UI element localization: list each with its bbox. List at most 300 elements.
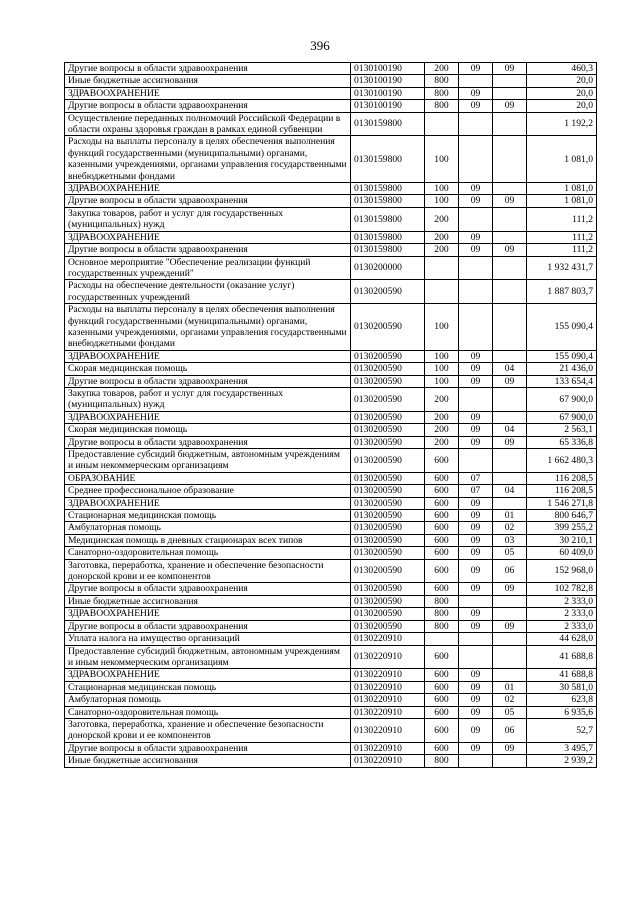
target-article-code-cell: 0130200590 xyxy=(351,608,425,620)
section-code-cell: 09 xyxy=(459,718,493,742)
target-article-code-cell: 0130200590 xyxy=(351,522,425,534)
section-code-cell: 07 xyxy=(459,485,493,497)
expense-type-code-cell: 800 xyxy=(425,75,459,87)
amount-cell: 800 646,7 xyxy=(527,510,597,522)
target-article-code-cell: 0130159800 xyxy=(351,136,425,183)
target-article-code-cell: 0130200590 xyxy=(351,375,425,387)
subsection-code-cell xyxy=(493,755,527,767)
expense-name-cell: ЗДРАВООХРАНЕНИЕ xyxy=(65,608,351,620)
table-row xyxy=(65,363,597,375)
expense-name-cell: Другие вопросы в области здравоохранения xyxy=(65,583,351,595)
expense-name-cell: ОБРАЗОВАНИЕ xyxy=(65,472,351,484)
subsection-code-cell xyxy=(493,608,527,620)
amount-cell: 2 939,2 xyxy=(527,755,597,767)
table-row xyxy=(65,485,597,497)
expense-type-code-cell: 800 xyxy=(425,620,459,632)
section-code-cell xyxy=(459,304,493,351)
target-article-code-cell: 0130200590 xyxy=(351,547,425,559)
target-article-code-cell: 0130200590 xyxy=(351,472,425,484)
target-article-code-cell: 0130200590 xyxy=(351,387,425,411)
expense-type-code-cell: 600 xyxy=(425,547,459,559)
table-row xyxy=(65,256,597,280)
amount-cell: 111,2 xyxy=(527,207,597,231)
amount-cell: 20,0 xyxy=(527,87,597,99)
subsection-code-cell: 09 xyxy=(493,375,527,387)
expense-type-code-cell: 600 xyxy=(425,583,459,595)
subsection-code-cell: 04 xyxy=(493,485,527,497)
table-row xyxy=(65,100,597,112)
target-article-code-cell: 0130159800 xyxy=(351,244,425,256)
amount-cell: 2 333,0 xyxy=(527,595,597,607)
section-code-cell: 09 xyxy=(459,375,493,387)
table-row xyxy=(65,608,597,620)
subsection-code-cell xyxy=(493,75,527,87)
target-article-code-cell: 0130159800 xyxy=(351,207,425,231)
expense-type-code-cell: 800 xyxy=(425,755,459,767)
expense-type-code-cell: 200 xyxy=(425,436,459,448)
expense-name-cell: Иные бюджетные ассигнования xyxy=(65,595,351,607)
target-article-code-cell: 0130200590 xyxy=(351,510,425,522)
expense-type-code-cell: 100 xyxy=(425,304,459,351)
expense-name-cell: Другие вопросы в области здравоохранения xyxy=(65,742,351,754)
subsection-code-cell xyxy=(493,669,527,681)
expense-name-cell: Предоставление субсидий бюджетным, автономным учреждениям и иным некоммерческим организациям xyxy=(65,449,351,473)
expense-name-cell: Другие вопросы в области здравоохранения xyxy=(65,244,351,256)
section-code-cell: 09 xyxy=(459,620,493,632)
expense-name-cell: ЗДРАВООХРАНЕНИЕ xyxy=(65,87,351,99)
amount-cell: 116 208,5 xyxy=(527,485,597,497)
expense-type-code-cell: 200 xyxy=(425,424,459,436)
target-article-code-cell: 0130220910 xyxy=(351,645,425,669)
target-article-code-cell: 0130220910 xyxy=(351,633,425,645)
expense-name-cell: ЗДРАВООХРАНЕНИЕ xyxy=(65,497,351,509)
expense-name-cell: Амбулаторная помощь xyxy=(65,694,351,706)
target-article-code-cell: 0130100190 xyxy=(351,75,425,87)
subsection-code-cell xyxy=(493,645,527,669)
expense-type-code-cell: 600 xyxy=(425,559,459,583)
subsection-code-cell xyxy=(493,411,527,423)
expense-name-cell: Среднее профессиональное образование xyxy=(65,485,351,497)
table-row xyxy=(65,75,597,87)
expense-name-cell: Стационарная медицинская помощь xyxy=(65,681,351,693)
subsection-code-cell: 02 xyxy=(493,522,527,534)
expense-name-cell: Санаторно-оздоровительная помощь xyxy=(65,547,351,559)
amount-cell: 1 081,0 xyxy=(527,195,597,207)
target-article-code-cell: 0130200590 xyxy=(351,534,425,546)
table-row xyxy=(65,497,597,509)
table-row xyxy=(65,620,597,632)
table-row xyxy=(65,595,597,607)
section-code-cell xyxy=(459,112,493,136)
amount-cell: 2 333,0 xyxy=(527,608,597,620)
table-row xyxy=(65,63,597,75)
amount-cell: 133 654,4 xyxy=(527,375,597,387)
amount-cell: 116 208,5 xyxy=(527,472,597,484)
expense-name-cell: Основное мероприятие "Обеспечение реализации функций государственных учреждений" xyxy=(65,256,351,280)
table-row xyxy=(65,183,597,195)
table-row xyxy=(65,244,597,256)
section-code-cell: 09 xyxy=(459,547,493,559)
amount-cell: 111,2 xyxy=(527,231,597,243)
table-row xyxy=(65,559,597,583)
table-row xyxy=(65,694,597,706)
expense-type-code-cell: 800 xyxy=(425,595,459,607)
section-code-cell: 09 xyxy=(459,608,493,620)
section-code-cell: 09 xyxy=(459,363,493,375)
subsection-code-cell: 05 xyxy=(493,547,527,559)
target-article-code-cell: 0130200590 xyxy=(351,280,425,304)
expense-name-cell: Санаторно-оздоровительная помощь xyxy=(65,706,351,718)
target-article-code-cell: 0130200590 xyxy=(351,363,425,375)
expense-type-code-cell: 200 xyxy=(425,244,459,256)
section-code-cell: 09 xyxy=(459,559,493,583)
table-row xyxy=(65,669,597,681)
expense-name-cell: Другие вопросы в области здравоохранения xyxy=(65,195,351,207)
expense-name-cell: Закупка товаров, работ и услуг для государственных (муниципальных) нужд xyxy=(65,387,351,411)
expense-type-code-cell xyxy=(425,633,459,645)
section-code-cell: 09 xyxy=(459,195,493,207)
expense-type-code-cell: 600 xyxy=(425,669,459,681)
table-row xyxy=(65,755,597,767)
expense-type-code-cell: 100 xyxy=(425,183,459,195)
expense-type-code-cell: 600 xyxy=(425,510,459,522)
section-code-cell: 09 xyxy=(459,694,493,706)
expense-name-cell: Расходы на обеспечение деятельности (оказание услуг) государственных учреждений xyxy=(65,280,351,304)
target-article-code-cell: 0130200590 xyxy=(351,559,425,583)
target-article-code-cell: 0130220910 xyxy=(351,742,425,754)
expense-type-code-cell: 600 xyxy=(425,718,459,742)
amount-cell: 41 688,8 xyxy=(527,669,597,681)
table-row xyxy=(65,472,597,484)
amount-cell: 623,8 xyxy=(527,694,597,706)
subsection-code-cell xyxy=(493,183,527,195)
target-article-code-cell: 0130200590 xyxy=(351,424,425,436)
subsection-code-cell xyxy=(493,387,527,411)
section-code-cell: 09 xyxy=(459,583,493,595)
expense-type-code-cell xyxy=(425,256,459,280)
amount-cell: 1 662 480,3 xyxy=(527,449,597,473)
table-row xyxy=(65,424,597,436)
expense-name-cell: ЗДРАВООХРАНЕНИЕ xyxy=(65,183,351,195)
section-code-cell: 09 xyxy=(459,497,493,509)
target-article-code-cell: 0130200590 xyxy=(351,595,425,607)
table-row xyxy=(65,449,597,473)
budget-table xyxy=(64,62,597,768)
target-article-code-cell: 0130200590 xyxy=(351,449,425,473)
section-code-cell: 09 xyxy=(459,669,493,681)
expense-name-cell: Иные бюджетные ассигнования xyxy=(65,755,351,767)
expense-name-cell: Амбулаторная помощь xyxy=(65,522,351,534)
subsection-code-cell: 09 xyxy=(493,436,527,448)
table-row xyxy=(65,534,597,546)
section-code-cell: 09 xyxy=(459,350,493,362)
expense-name-cell: Скорая медицинская помощь xyxy=(65,424,351,436)
subsection-code-cell xyxy=(493,280,527,304)
expense-name-cell: Другие вопросы в области здравоохранения xyxy=(65,63,351,75)
expense-name-cell: ЗДРАВООХРАНЕНИЕ xyxy=(65,669,351,681)
amount-cell: 111,2 xyxy=(527,244,597,256)
target-article-code-cell: 0130200590 xyxy=(351,350,425,362)
table-row xyxy=(65,583,597,595)
amount-cell: 30 581,0 xyxy=(527,681,597,693)
subsection-code-cell xyxy=(493,633,527,645)
section-code-cell: 09 xyxy=(459,436,493,448)
subsection-code-cell: 09 xyxy=(493,244,527,256)
section-code-cell: 09 xyxy=(459,244,493,256)
expense-type-code-cell: 600 xyxy=(425,742,459,754)
subsection-code-cell xyxy=(493,595,527,607)
target-article-code-cell: 0130220910 xyxy=(351,669,425,681)
section-code-cell xyxy=(459,633,493,645)
table-row xyxy=(65,633,597,645)
section-code-cell: 09 xyxy=(459,510,493,522)
amount-cell: 20,0 xyxy=(527,75,597,87)
section-code-cell xyxy=(459,645,493,669)
subsection-code-cell xyxy=(493,136,527,183)
amount-cell: 152 968,0 xyxy=(527,559,597,583)
expense-type-code-cell: 800 xyxy=(425,87,459,99)
target-article-code-cell: 0130200590 xyxy=(351,583,425,595)
amount-cell: 65 336,8 xyxy=(527,436,597,448)
target-article-code-cell: 0130220910 xyxy=(351,681,425,693)
table-row xyxy=(65,645,597,669)
expense-name-cell: Другие вопросы в области здравоохранения xyxy=(65,100,351,112)
expense-name-cell: Уплата налога на имущество организаций xyxy=(65,633,351,645)
section-code-cell xyxy=(459,207,493,231)
table-row xyxy=(65,112,597,136)
expense-type-code-cell: 600 xyxy=(425,534,459,546)
expense-name-cell: Медицинская помощь в дневных стационарах всех типов xyxy=(65,534,351,546)
expense-name-cell: Скорая медицинская помощь xyxy=(65,363,351,375)
expense-type-code-cell: 200 xyxy=(425,207,459,231)
expense-name-cell: Расходы на выплаты персоналу в целях обеспечения выполнения функций государственными (муниципальными) органами, казенными учреждениями, органами управления государственными внебюджетными фондами xyxy=(65,304,351,351)
amount-cell: 21 436,0 xyxy=(527,363,597,375)
subsection-code-cell xyxy=(493,207,527,231)
target-article-code-cell: 0130200590 xyxy=(351,620,425,632)
amount-cell: 1 887 803,7 xyxy=(527,280,597,304)
amount-cell: 102 782,8 xyxy=(527,583,597,595)
table-row xyxy=(65,207,597,231)
section-code-cell: 09 xyxy=(459,87,493,99)
target-article-code-cell: 0130200590 xyxy=(351,485,425,497)
expense-type-code-cell: 100 xyxy=(425,363,459,375)
expense-type-code-cell: 600 xyxy=(425,694,459,706)
table-row xyxy=(65,280,597,304)
target-article-code-cell: 0130200000 xyxy=(351,256,425,280)
amount-cell: 52,7 xyxy=(527,718,597,742)
amount-cell: 155 090,4 xyxy=(527,304,597,351)
table-row xyxy=(65,387,597,411)
expense-name-cell: Осуществление переданных полномочий Российской Федерации в области охраны здоровья граждан в рамках единой субвенции xyxy=(65,112,351,136)
target-article-code-cell: 0130220910 xyxy=(351,706,425,718)
expense-name-cell: Предоставление субсидий бюджетным, автономным учреждениям и иным некоммерческим организациям xyxy=(65,645,351,669)
table-row xyxy=(65,350,597,362)
amount-cell: 2 333,0 xyxy=(527,620,597,632)
amount-cell: 1 081,0 xyxy=(527,183,597,195)
section-code-cell: 09 xyxy=(459,706,493,718)
section-code-cell: 09 xyxy=(459,63,493,75)
amount-cell: 1 932 431,7 xyxy=(527,256,597,280)
table-row xyxy=(65,136,597,183)
target-article-code-cell: 0130200590 xyxy=(351,411,425,423)
subsection-code-cell: 09 xyxy=(493,195,527,207)
target-article-code-cell: 0130200590 xyxy=(351,497,425,509)
subsection-code-cell: 09 xyxy=(493,620,527,632)
subsection-code-cell xyxy=(493,256,527,280)
subsection-code-cell xyxy=(493,112,527,136)
section-code-cell xyxy=(459,755,493,767)
subsection-code-cell xyxy=(493,350,527,362)
amount-cell: 2 563,1 xyxy=(527,424,597,436)
section-code-cell: 09 xyxy=(459,681,493,693)
amount-cell: 67 900,0 xyxy=(527,387,597,411)
subsection-code-cell: 03 xyxy=(493,534,527,546)
subsection-code-cell: 02 xyxy=(493,694,527,706)
subsection-code-cell xyxy=(493,497,527,509)
expense-name-cell: ЗДРАВООХРАНЕНИЕ xyxy=(65,350,351,362)
table-row xyxy=(65,87,597,99)
table-row xyxy=(65,436,597,448)
subsection-code-cell xyxy=(493,472,527,484)
target-article-code-cell: 0130220910 xyxy=(351,755,425,767)
expense-type-code-cell: 600 xyxy=(425,522,459,534)
subsection-code-cell: 01 xyxy=(493,681,527,693)
amount-cell: 3 495,7 xyxy=(527,742,597,754)
target-article-code-cell: 0130220910 xyxy=(351,694,425,706)
expense-type-code-cell: 100 xyxy=(425,375,459,387)
expense-type-code-cell xyxy=(425,112,459,136)
table-row xyxy=(65,510,597,522)
target-article-code-cell: 0130100190 xyxy=(351,63,425,75)
amount-cell: 6 935,6 xyxy=(527,706,597,718)
target-article-code-cell: 0130159800 xyxy=(351,112,425,136)
table-row xyxy=(65,304,597,351)
section-code-cell: 09 xyxy=(459,411,493,423)
expense-name-cell: ЗДРАВООХРАНЕНИЕ xyxy=(65,231,351,243)
expense-type-code-cell: 200 xyxy=(425,387,459,411)
table-row xyxy=(65,681,597,693)
expense-type-code-cell: 600 xyxy=(425,497,459,509)
subsection-code-cell: 09 xyxy=(493,583,527,595)
expense-name-cell: Другие вопросы в области здравоохранения xyxy=(65,620,351,632)
section-code-cell: 09 xyxy=(459,183,493,195)
section-code-cell xyxy=(459,256,493,280)
expense-type-code-cell xyxy=(425,280,459,304)
amount-cell: 20,0 xyxy=(527,100,597,112)
subsection-code-cell: 06 xyxy=(493,718,527,742)
expense-type-code-cell: 100 xyxy=(425,350,459,362)
amount-cell: 30 210,1 xyxy=(527,534,597,546)
target-article-code-cell: 0130159800 xyxy=(351,183,425,195)
expense-type-code-cell: 600 xyxy=(425,681,459,693)
section-code-cell xyxy=(459,595,493,607)
expense-type-code-cell: 600 xyxy=(425,706,459,718)
target-article-code-cell: 0130100190 xyxy=(351,100,425,112)
amount-cell: 399 255,2 xyxy=(527,522,597,534)
budget-table-body xyxy=(65,63,597,768)
expense-name-cell: Другие вопросы в области здравоохранения xyxy=(65,375,351,387)
target-article-code-cell: 0130100190 xyxy=(351,87,425,99)
table-row xyxy=(65,522,597,534)
expense-name-cell: Стационарная медицинская помощь xyxy=(65,510,351,522)
amount-cell: 1 192,2 xyxy=(527,112,597,136)
subsection-code-cell: 04 xyxy=(493,424,527,436)
target-article-code-cell: 0130159800 xyxy=(351,231,425,243)
expense-type-code-cell: 800 xyxy=(425,100,459,112)
subsection-code-cell: 01 xyxy=(493,510,527,522)
page-number: 396 xyxy=(310,38,330,53)
section-code-cell xyxy=(459,280,493,304)
amount-cell: 155 090,4 xyxy=(527,350,597,362)
subsection-code-cell xyxy=(493,87,527,99)
expense-name-cell: ЗДРАВООХРАНЕНИЕ xyxy=(65,411,351,423)
expense-type-code-cell: 200 xyxy=(425,231,459,243)
expense-type-code-cell: 600 xyxy=(425,472,459,484)
subsection-code-cell xyxy=(493,304,527,351)
table-row xyxy=(65,375,597,387)
section-code-cell: 09 xyxy=(459,742,493,754)
expense-name-cell: Иные бюджетные ассигнования xyxy=(65,75,351,87)
section-code-cell: 09 xyxy=(459,231,493,243)
section-code-cell xyxy=(459,449,493,473)
subsection-code-cell xyxy=(493,449,527,473)
table-row xyxy=(65,411,597,423)
subsection-code-cell: 09 xyxy=(493,63,527,75)
expense-type-code-cell: 100 xyxy=(425,136,459,183)
amount-cell: 1 081,0 xyxy=(527,136,597,183)
expense-name-cell: Заготовка, переработка, хранение и обеспечение безопасности донорской крови и ее компонентов xyxy=(65,718,351,742)
target-article-code-cell: 0130200590 xyxy=(351,436,425,448)
table-row xyxy=(65,706,597,718)
amount-cell: 1 546 271,8 xyxy=(527,497,597,509)
subsection-code-cell: 09 xyxy=(493,742,527,754)
expense-type-code-cell: 600 xyxy=(425,449,459,473)
subsection-code-cell: 06 xyxy=(493,559,527,583)
expense-type-code-cell: 200 xyxy=(425,63,459,75)
section-code-cell: 09 xyxy=(459,522,493,534)
expense-name-cell: Расходы на выплаты персоналу в целях обеспечения выполнения функций государственными (муниципальными) органами, казенными учреждениями, органами управления государственными внебюджетными фондами xyxy=(65,136,351,183)
amount-cell: 460,3 xyxy=(527,63,597,75)
subsection-code-cell: 04 xyxy=(493,363,527,375)
expense-type-code-cell: 200 xyxy=(425,411,459,423)
amount-cell: 60 409,0 xyxy=(527,547,597,559)
target-article-code-cell: 0130220910 xyxy=(351,718,425,742)
expense-name-cell: Заготовка, переработка, хранение и обеспечение безопасности донорской крови и ее компонентов xyxy=(65,559,351,583)
section-code-cell: 09 xyxy=(459,424,493,436)
expense-type-code-cell: 600 xyxy=(425,645,459,669)
expense-type-code-cell: 600 xyxy=(425,485,459,497)
table-row xyxy=(65,547,597,559)
section-code-cell: 09 xyxy=(459,100,493,112)
target-article-code-cell: 0130200590 xyxy=(351,304,425,351)
expense-name-cell: Другие вопросы в области здравоохранения xyxy=(65,436,351,448)
section-code-cell xyxy=(459,387,493,411)
section-code-cell xyxy=(459,75,493,87)
table-row xyxy=(65,231,597,243)
table-row xyxy=(65,718,597,742)
expense-name-cell: Закупка товаров, работ и услуг для государственных (муниципальных) нужд xyxy=(65,207,351,231)
target-article-code-cell: 0130159800 xyxy=(351,195,425,207)
table-row xyxy=(65,742,597,754)
subsection-code-cell xyxy=(493,231,527,243)
section-code-cell: 07 xyxy=(459,472,493,484)
table-row xyxy=(65,195,597,207)
amount-cell: 44 628,0 xyxy=(527,633,597,645)
expense-type-code-cell: 800 xyxy=(425,608,459,620)
subsection-code-cell: 05 xyxy=(493,706,527,718)
expense-type-code-cell: 100 xyxy=(425,195,459,207)
subsection-code-cell: 09 xyxy=(493,100,527,112)
